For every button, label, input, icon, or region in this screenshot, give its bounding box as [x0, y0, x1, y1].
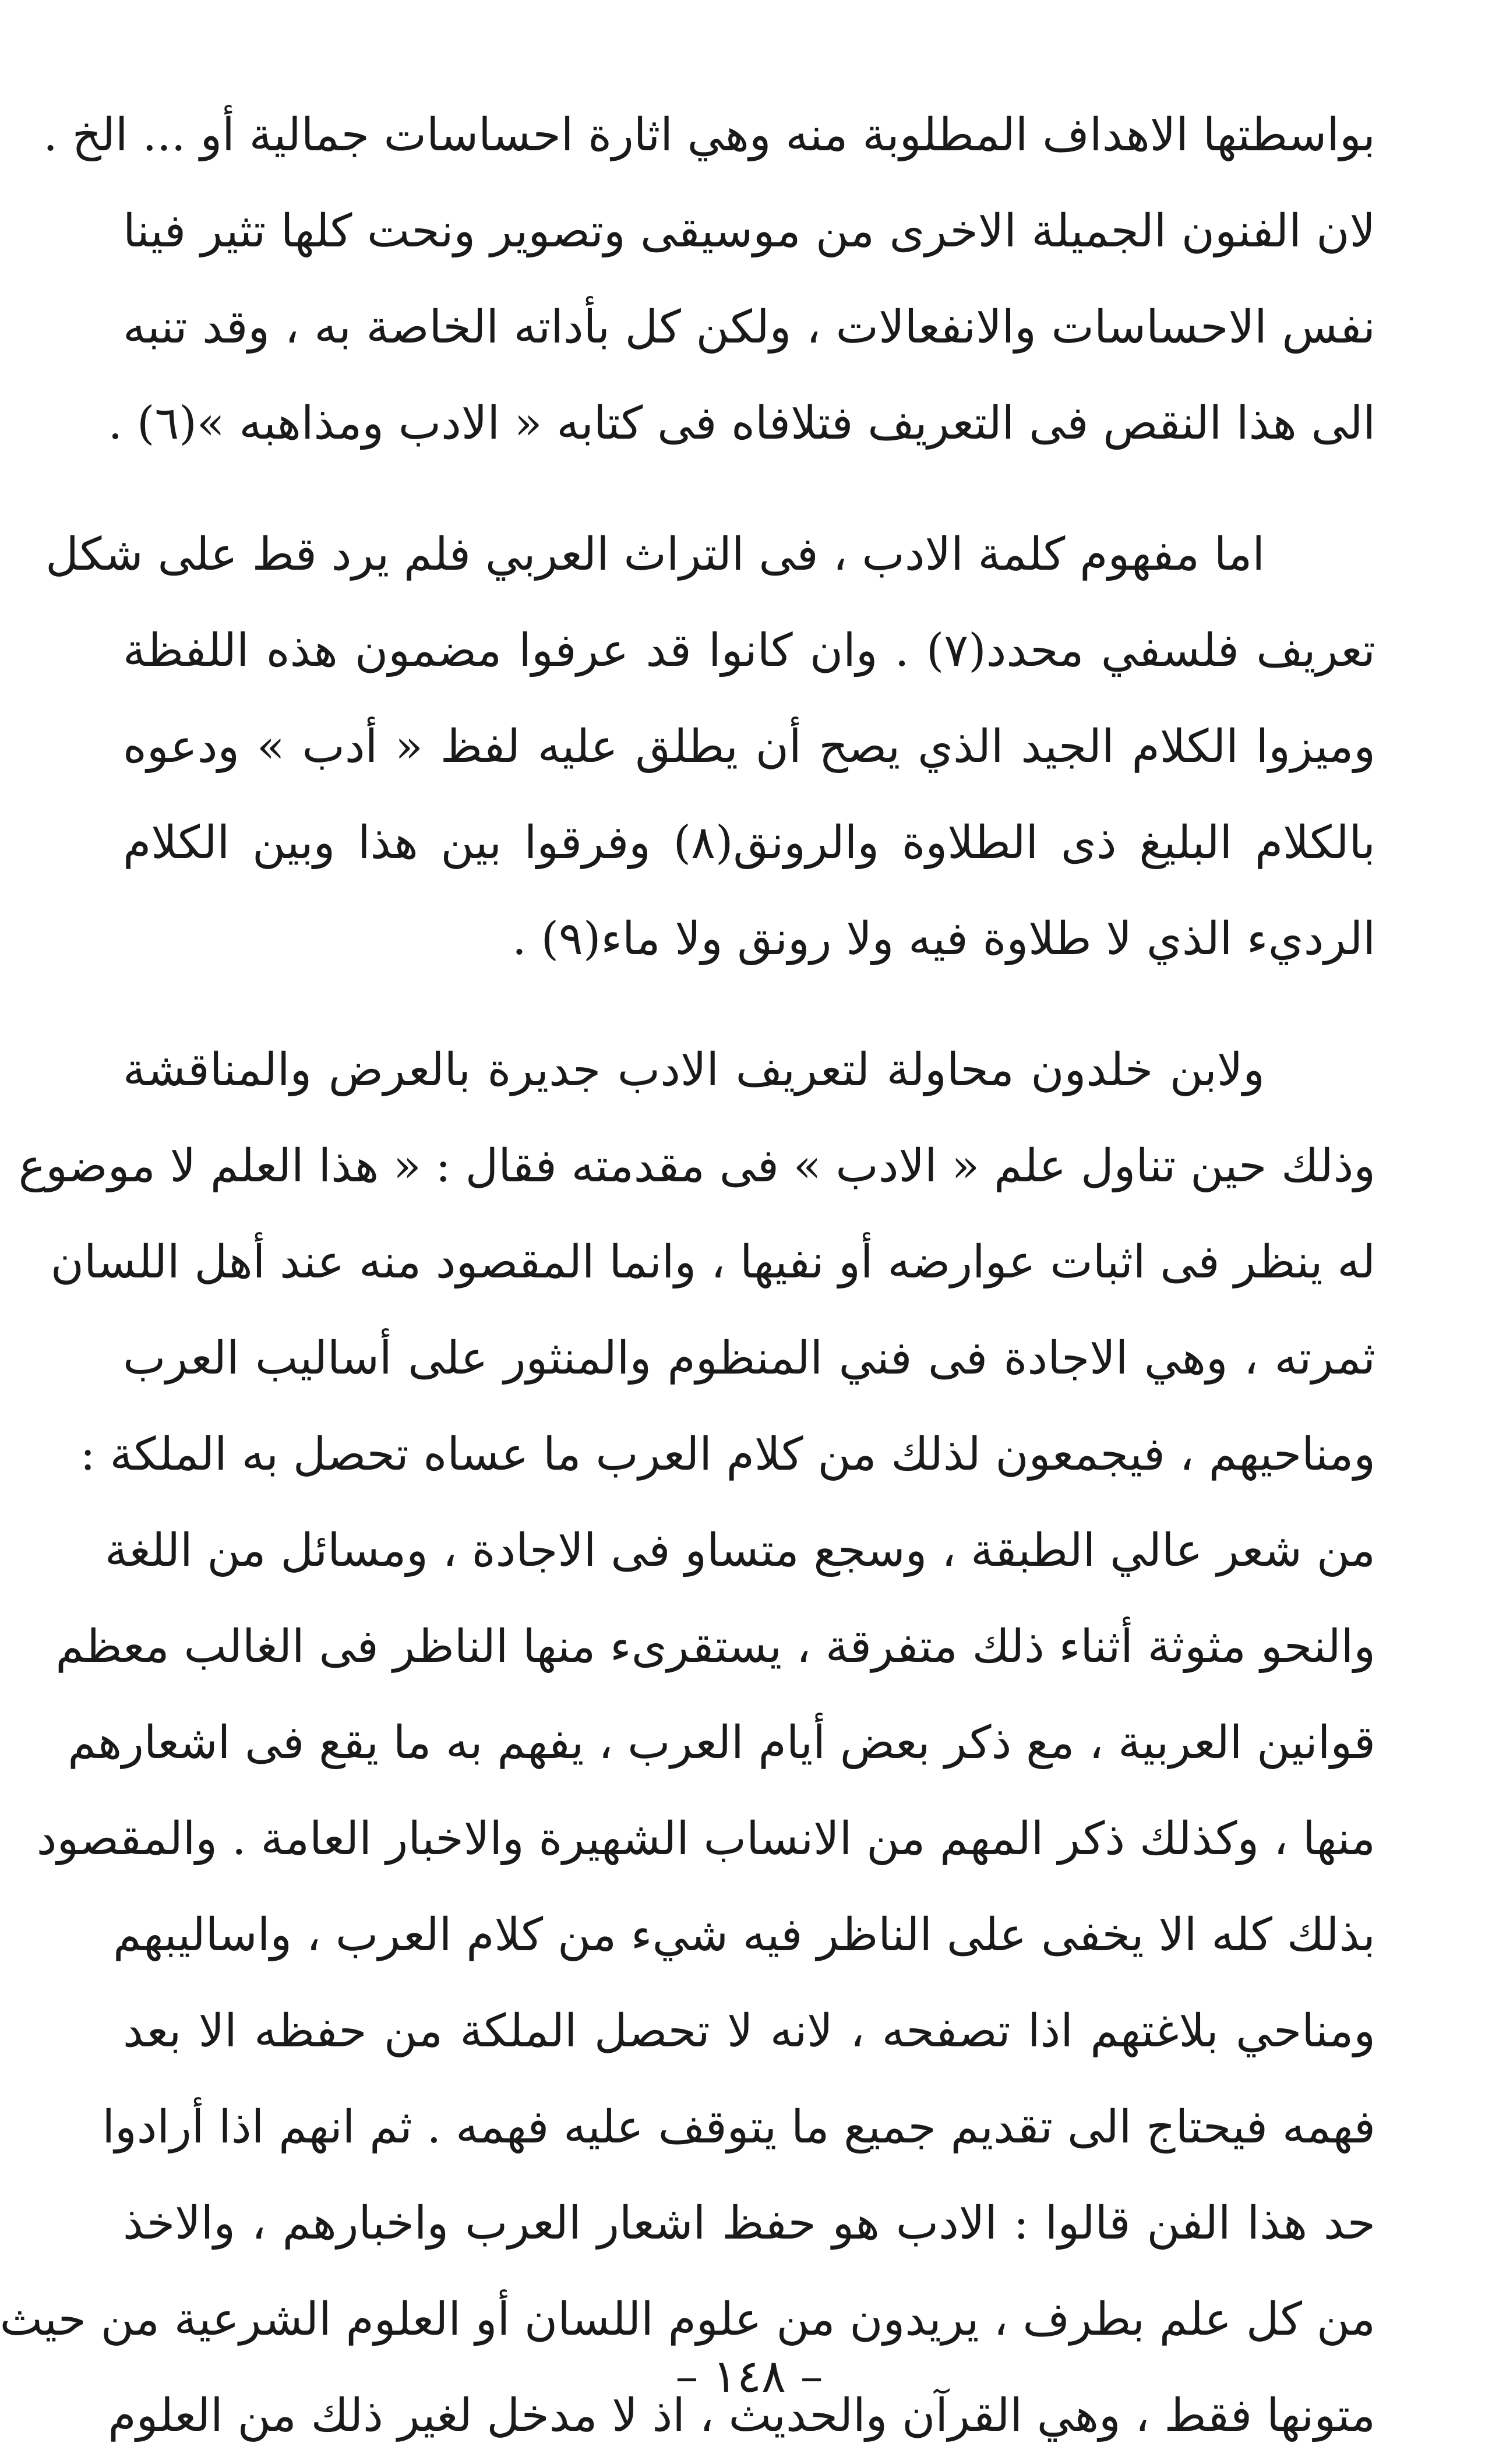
text-line: له ينظر فى اثبات عوارضه أو نفيها ، وانما المقصود منه عند أهل اللسان: [50, 1236, 1375, 1289]
text-line: اما مفهوم كلمة الادب ، فى التراث العربي فلم يرد قط على شكل: [45, 528, 1265, 581]
text-line: قوانين العربية ، مع ذكر بعض أيام العرب ، يفهم به ما يقع فى اشعارهم: [68, 1717, 1375, 1769]
text-line: لان الفنون الجميلة الاخرى من موسيقى وتصوير ونحت كلها تثير فينا: [123, 205, 1375, 257]
text-line: الى هذا النقص فى التعريف فتلافاه فى كتابه « الادب ومذاهبه »(٦) .: [108, 397, 1375, 450]
text-line: نفس الاحساسات والانفعالات ، ولكن كل بأداته الخاصة به ، وقد تنبه: [123, 301, 1375, 354]
text-line: وذلك حين تناول علم « الادب » فى مقدمته فقال : « هذا العلم لا موضوع: [18, 1140, 1375, 1192]
text-line: ومناحيهم ، فيجمعون لذلك من كلام العرب ما عساه تحصل به الملكة :: [80, 1428, 1375, 1481]
text-line: بالكلام البليغ ذى الطلاوة والرونق(٨) وفرقوا بين هذا وبين الكلام: [123, 817, 1375, 869]
text-line: والنحو مثوثة أثناء ذلك متفرقة ، يستقرىء منها الناظر فى الغالب معظم: [55, 1621, 1375, 1673]
text-line: حد هذا الفن قالوا : الادب هو حفظ اشعار العرب واخبارهم ، والاخذ: [123, 2197, 1375, 2250]
text-line: وميزوا الكلام الجيد الذي يصح أن يطلق عليه لفظ « أدب » ودعوه: [123, 721, 1375, 773]
text-line: ولابن خلدون محاولة لتعريف الادب جديرة بالعرض والمناقشة: [123, 1044, 1265, 1096]
text-line: الرديء الذي لا طلاوة فيه ولا رونق ولا ماء(٩) .: [512, 913, 1375, 965]
text-line: بواسطتها الاهداف المطلوبة منه وهي اثارة احساسات جمالية أو ... الخ .: [43, 109, 1375, 161]
text-line: ثمرته ، وهي الاجادة فى فني المنظوم والمنثور على أساليب العرب: [123, 1332, 1375, 1385]
paragraph-spacer: [123, 987, 1375, 1022]
text-line: من شعر عالي الطبقة ، وسجع متساو فى الاجادة ، ومسائل من اللغة: [104, 1524, 1375, 1577]
text-line: منها ، وكذلك ذكر المهم من الانساب الشهيرة والاخبار العامة . والمقصود: [36, 1813, 1375, 1865]
paragraph-2: [45, 507, 1375, 987]
page-number: – ١٤٨ –: [675, 2350, 823, 2403]
text-line: تعريف فلسفي محدد(٧) . وان كانوا قد عرفوا مضمون هذه اللفظة: [123, 624, 1375, 677]
text-line: بذلك كله الا يخفى على الناظر فيه شيء من كلام العرب ، واساليبهم: [112, 1909, 1375, 1961]
document-page: [0, 87, 1375, 2442]
text-line: متونها فقط ، وهي القرآن والحديث ، اذ لا مدخل لغير ذلك من العلوم: [108, 2389, 1375, 2442]
paragraph-3: [0, 1022, 1375, 2464]
text-line: ومناحي بلاغتهم اذا تصفحه ، لانه لا تحصل الملكة من حفظه الا بعد: [123, 2005, 1375, 2057]
paragraph-1: [43, 87, 1375, 472]
text-line: فهمه فيحتاج الى تقديم جميع ما يتوقف عليه فهمه . ثم انهم اذا أرادوا: [102, 2101, 1375, 2154]
paragraph-spacer: [123, 472, 1375, 507]
text-line: من كل علم بطرف ، يريدون من علوم اللسان أو العلوم الشرعية من حيث: [0, 2293, 1375, 2346]
